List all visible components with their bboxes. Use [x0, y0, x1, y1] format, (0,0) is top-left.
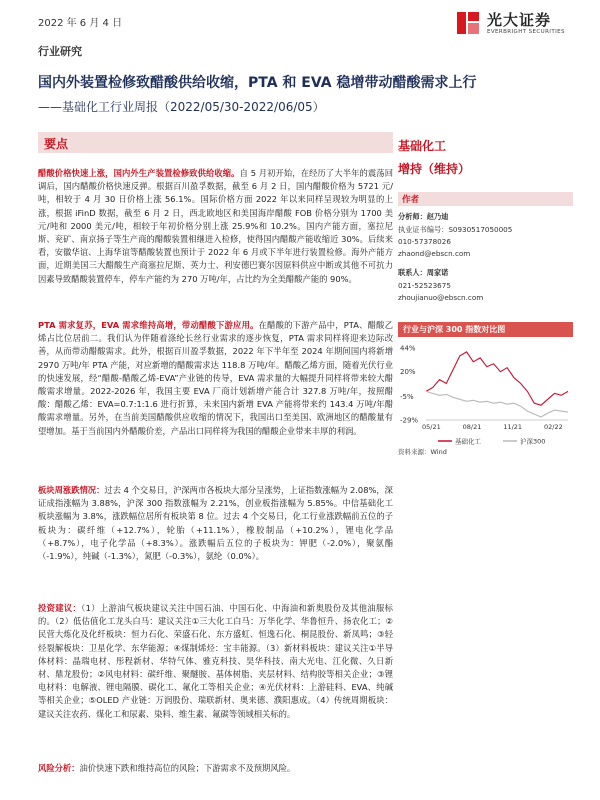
- x-tick-label: 05/21: [422, 423, 441, 431]
- series-line-1: [426, 391, 568, 417]
- author-header-label: 作者: [402, 195, 420, 205]
- paragraph-lead: PTA 需求复苏，EVA 需求维持高增，带动醋酸下游应用。: [38, 320, 259, 330]
- author-header: [398, 192, 573, 206]
- x-tick-label: 02/22: [544, 423, 563, 431]
- industry-rating: 增持（维持）: [398, 162, 471, 176]
- summary-paragraph-demand: [38, 319, 393, 438]
- report-category: 行业研究: [38, 45, 82, 58]
- chart-header-label: 行业与沪深 300 指数对比图: [403, 325, 506, 334]
- y-tick-label: 44%: [400, 344, 416, 353]
- analyst-email: zhaond@ebscn.com: [398, 249, 471, 258]
- summary-paragraph-sector: [38, 484, 393, 563]
- series-line-0: [426, 352, 568, 405]
- legend-label: 基础化工: [455, 437, 481, 446]
- summary-paragraph-price: [38, 167, 393, 286]
- report-date: 2022 年 6 月 4 日: [38, 18, 123, 29]
- summary-header-label: 要点: [44, 137, 69, 151]
- paragraph-body: 自 5 月初开始，在经历了大半年的震荡回调后，国内醋酸价格快速反弹。根据百川盈孚数据，截至 6 月 2 日，国内醋酸价格为 5721 元/吨，相较于 4 月 30 日价格上涨 56.1%。国际价格方面 2022 年以来同样呈现较为明显的上涨，根据 iFinD 数据，截至 6 月 2 日，西北欧地区和美国海岸醋酸 FOB 价格分别为 1700 美元/吨和 2000 美元/吨，相较于年初价格分别上涨 25.9%和 10.2%。国内产能方面，塞拉尼斯、兖矿、南京扬子等生产商的醋酸装置相继进入检修，使得国内醋酸产能收缩近 30%。后续来看，安徽华谊、上海华谊等醋酸装置也预计于 2022 年 6 月或下半年进行装置检修。海外产能方面，近期美国三大醋酸生产商塞拉尼斯、英力士、利安德巴赛尔因原料供应中断或其他不可抗力因素导致醋酸装置停车，停车产能约为 270 万吨/年，占比约为全美醋酸产能的 90%。: [38, 168, 393, 284]
- analyst-cert: 执业证书编号：S0930517050005: [398, 225, 513, 234]
- index-comparison-chart: [398, 340, 573, 450]
- x-tick-label: 11/21: [503, 423, 523, 431]
- contact-name: 联系人：周家诺: [398, 268, 449, 277]
- x-tick-label: 08/21: [462, 423, 482, 431]
- paragraph-lead: 醋酸价格快速上涨，国内外生产装置检修致供给收缩。: [38, 168, 240, 178]
- y-tick-label: -5%: [400, 392, 414, 401]
- chart-source: 资料来源：Wind: [398, 448, 447, 456]
- analyst-name: 分析师：赵乃迪: [398, 212, 449, 221]
- contact-email: zhoujianuo@ebscn.com: [398, 293, 484, 302]
- paragraph-lead: 投资建议：: [38, 603, 82, 613]
- chart-header: [398, 322, 573, 337]
- y-tick-label: 20%: [400, 368, 416, 377]
- paragraph-lead: 风险分析：: [38, 763, 80, 773]
- summary-paragraph-risk: [38, 762, 393, 775]
- summary-paragraph-investment: [38, 602, 393, 721]
- paragraph-body: 过去 4 个交易日，沪深两市各板块大部分呈涨势，上证指数涨幅为 2.08%，深证成指涨幅为 3.88%，沪深 300 指数涨幅为 2.21%，创业板指涨幅为 5.85%。中信基础化工板块涨幅为 3.8%，涨跌幅位居所有板块第 8 位。过去 4 个交易日，化工行业涨跌幅前五位的子板块为：碳纤维（+12.7%），轮胎（+11.1%），橡胶制品（+10.2%），锂电化学品（+8.7%），电子化学品（+8.3%）。涨跌幅后五位的子板块为：钾肥（-2.0%），聚氨酯（-1.9%），纯碱（-1.3%），氮肥（-0.3%），氨纶（0.0%）。: [38, 485, 393, 562]
- everbright-logo-icon: [455, 10, 481, 36]
- y-tick-label: -29%: [400, 416, 419, 425]
- paragraph-body: 在醋酸的下游产品中，PTA、醋酸乙烯占比位居前二。我们认为伴随着涤纶长丝行业需求的逐步恢复，PTA 需求同样将迎来边际改善，从而带动醋酸需求。此外，根据百川盈孚数据，2022 年下半年至 2024 年期间国内将新增 2970 万吨/年 PTA 产能，对应新增的醋酸需求达 118.8 万吨/年。醋酸乙烯方面，随着光伏行业的快速发展，经“醋酸-醋酸乙烯-EVA”产业链的传导，EVA 需求量的大幅提升同样将带来较大醋酸需求增量。2022-2026 年，我国主要 EVA 厂商计划新增产能合计 327.8 万吨/年，按照醋酸：醋酸乙烯：EVA=0.7:1:1.6 进行折算，未来国内新增 EVA 产能将带来约 143.4 万吨/年醋酸需求增量。另外，在当前美国醋酸供应收缩的情况下，我国出口至美国、欧洲地区的醋酸量有望增加。基于当前国内外醋酸价差，产品出口同样将为我国的醋酸企业带来丰厚的利润。: [38, 320, 393, 436]
- paragraph-body: （1）上游油气板块建议关注中国石油、中国石化、中海油和新奥股份及其他油服标的。（2）低估值化工龙头白马：建议关注①三大化工白马：万华化学、华鲁恒升、扬农化工；②民营大炼化及化纤板块：恒力石化、荣盛石化、东方盛虹、恒逸石化、桐昆股份、新凤鸣；③轻烃裂解板块：卫星化学、东华能源；④煤制烯烃：宝丰能源。（3）新材料板块：建议关注①半导体材料：晶瑞电材、彤程新材、华特气体、雅克科技、昊华科技、南大光电、江化微、久日新材、鼎龙股份；②风电材料：碳纤维、聚醚胺、基体树脂、夹层材料、结构胶等相关企业；③锂电材料：电解液、锂电隔膜、碳化工、氟化工等相关企业；④光伏材料：上游硅料、EVA、纯碱等相关企业；⑤OLED 产业链：万润股份、瑞联新材、奥来德、濮阳惠成。（4）传统周期板块：建议关注农药、煤化工和尿素、染料、维生素、氟碳等领域相关标的。: [38, 603, 393, 719]
- summary-header: [38, 132, 393, 153]
- company-logo: [455, 4, 585, 42]
- logo-english-name: EVERBRIGHT SECURITIES: [487, 28, 565, 35]
- contact-phone: 021-52523675: [398, 281, 451, 290]
- legend-label: 沪深300: [520, 437, 546, 446]
- report-title: 国内外装置检修致醋酸供给收缩，PTA 和 EVA 稳增带动醋酸需求上行: [38, 75, 477, 91]
- paragraph-body: 油价快速下跌和维持高位的风险；下游需求不及预期风险。: [79, 763, 296, 773]
- logo-chinese-name: 光大证券: [487, 10, 552, 29]
- report-subtitle: ——基础化工行业周报（2022/05/30-2022/06/05）: [38, 100, 325, 114]
- analyst-phone: 010-57378026: [398, 237, 451, 246]
- industry-name: 基础化工: [398, 139, 447, 153]
- paragraph-lead: 板块周涨跌情况：: [38, 485, 105, 495]
